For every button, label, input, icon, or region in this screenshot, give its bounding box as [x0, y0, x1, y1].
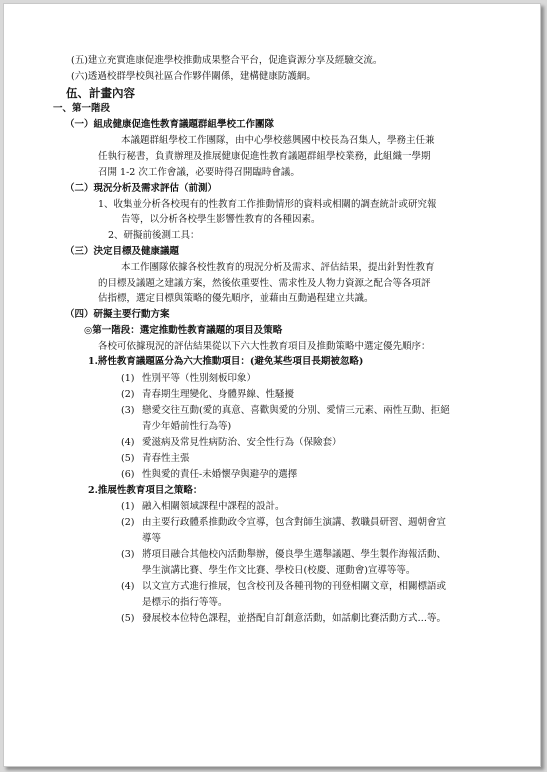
list-item-num: (6) — [121, 469, 135, 480]
list-item: 將項目融合其他校內活動舉辦，優良學生選舉議題、學生製作海報活動、 — [142, 549, 447, 560]
stage-intro: 各校可依據現況的評估結果從以下六大性教育項目及推動策略中選定優先順序： — [98, 341, 431, 352]
list-item-num: (1) — [121, 501, 135, 512]
subsection-2-heading: （二）現況分析及需求評估（前測） — [65, 183, 218, 194]
document-page — [3, 3, 541, 767]
list-item-cont: 是標示的指行等等。 — [142, 597, 228, 608]
list-item: 融入相關領域課程中課程的設計。 — [142, 501, 285, 512]
subsection-1-line: 本議題群組學校工作團隊，由中心學校慈興國中校長為召集人，學務主任兼 — [121, 135, 435, 146]
subsection-2-line: 2、研擬前後測工具： — [108, 230, 200, 241]
list-item-cont: 學生演講比賽、學生作文比賽、學校日(校慶、運動會)宣導等等。 — [142, 565, 416, 576]
intro-item-6: (六)透過校群學校與社區合作夥伴關係，建構健康防護網。 — [71, 71, 316, 82]
subsection-2-line: 1、收集並分析各校現有的性教育工作推動情形的資料或相關的調查統計或研究報 — [98, 199, 437, 210]
subsection-4-heading: （四）研擬主要行動方案 — [65, 309, 170, 320]
list-item-num: (2) — [121, 517, 135, 528]
list-item: 青春期生理變化、身體界線、性騷擾 — [142, 389, 295, 400]
list-item: 由主要行政體系推動政令宣導，包含對師生演講、教職員研習、週朝會宣 — [142, 517, 447, 528]
section-title: 伍、計畫內容 — [66, 86, 135, 100]
list-item: 發展校本位特色課程，並搭配自訂創意活動，如話劇比賽活動方式…等。 — [142, 613, 447, 624]
subsection-3-line: 的目標及議題之建議方案，然後依重要性、需求性及人物力資源之配合等各項評 — [98, 278, 431, 289]
subsection-3-line: 本工作團隊依據各校性教育的現況分析及需求、評估結果，提出針對性教育 — [121, 262, 435, 273]
stage-1-heading: 一、第一階段 — [53, 103, 111, 114]
list-item: 性與愛的責任-未婚懷孕與避孕的選擇 — [142, 469, 298, 480]
list-item-num: (1) — [121, 373, 135, 384]
list-item: 愛滋病及常見性病防治、安全性行為（保險套） — [142, 437, 342, 448]
list-item-num: (5) — [121, 613, 135, 624]
list-item-num: (5) — [121, 453, 135, 464]
subsection-3-line: 估指標，選定目標與策略的優先順序，並藉由互動過程建立共識。 — [98, 293, 374, 304]
subsection-2-line: 告等，以分析各校學生影響性教育的各種因素。 — [121, 214, 321, 225]
stage-heading — [84, 325, 282, 337]
subsection-3-heading: （三）決定目標及健康議題 — [65, 246, 180, 257]
list-item-num: (4) — [121, 437, 135, 448]
list-item-cont: 導等 — [142, 533, 162, 544]
subsection-1-heading: （一）組成健康促進性教育議題群組學校工作團隊 — [65, 119, 275, 130]
list-item: 性別平等（性別刻板印象） — [142, 373, 257, 384]
list-item: 戀愛交往互動(愛的真意、喜歡與愛的分別、愛情三元素、兩性互動、拒絕 — [142, 405, 450, 416]
list-item-num: (3) — [121, 405, 135, 416]
list-item-num: (2) — [121, 389, 135, 400]
stage-title: 選定推動性教育議題的項目及策略 — [139, 325, 283, 336]
list-item: 青春性主張 — [142, 453, 190, 464]
subsection-1-line: 任執行秘書，負責辦理及推展健康促進性教育議題群組學校業務，此組織一學期 — [98, 151, 431, 162]
subsection-1-line: 召開 1-2 次工作會議，必要時得召開臨時會議。 — [98, 167, 300, 178]
list-item-num: (3) — [121, 549, 135, 560]
intro-item-5: (五)建立充實進康促進學校推動成果整合平台，促進資源分享及經驗交流。 — [71, 55, 383, 66]
stage-label: ◎第一階段： — [84, 325, 140, 336]
item-2-heading: 2.推展性教育項目之策略： — [88, 485, 203, 496]
list-item-cont: 青少年婚前性行為等) — [142, 421, 232, 432]
item-1-heading: 1.將性教育議題區分為六大推動項目：(避免某些項目長期被忽略) — [88, 356, 364, 367]
list-item: 以文宣方式進行推展，包含校刊及各種刊物的刊登相關文章，相關標語或 — [142, 581, 447, 592]
list-item-num: (4) — [121, 581, 135, 592]
